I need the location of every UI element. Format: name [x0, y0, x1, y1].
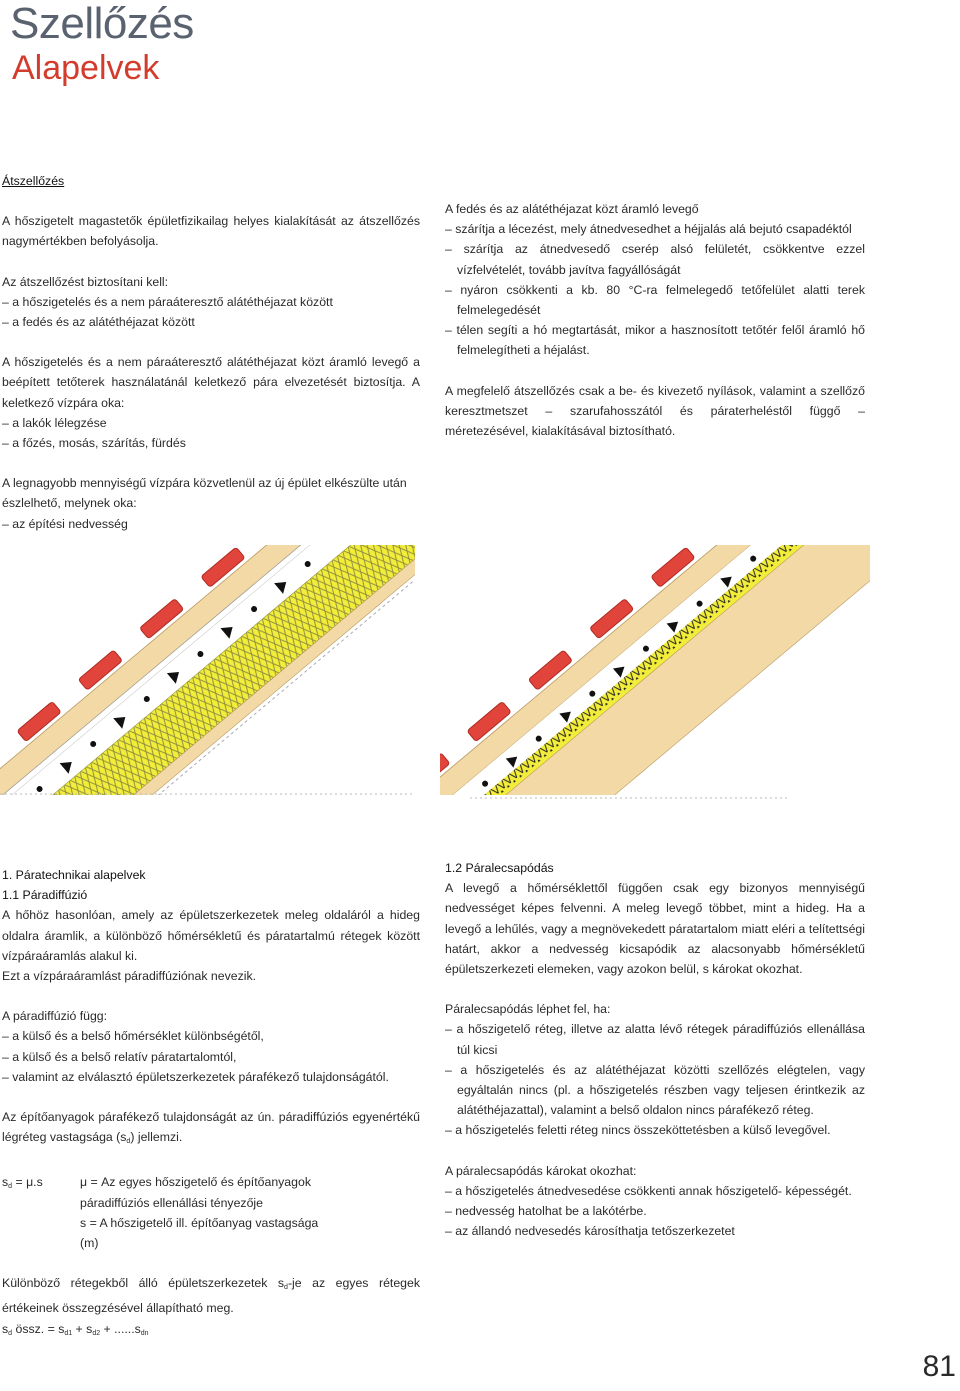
list-item: – a külső és a belső relatív páratartalomtól, [2, 1049, 237, 1064]
section-heading-atszellozes: Átszellőzés [2, 174, 65, 188]
paragraph: Ezt a vízpáraáramlást páradiffúziónak nevezik. [2, 969, 257, 984]
list-item: – a hőszigetelés feletti réteg nincs összeköttetésben a külső levegővel. [445, 1123, 831, 1138]
paragraph: A legnagyobb mennyiségű vízpára közvetlenül az új épület elkészülte után észlelhető, melynek oka: [2, 476, 407, 511]
formula-sum: $s_d$ össz. = $s_{d1} + s_{d2} + ......s_{dn}$ [2, 1321, 149, 1337]
right-top-column [445, 199, 865, 441]
list-item: – a hőszigetelés átnedvesedése csökkenti annak hőszigetelő- képességét. [445, 1183, 852, 1198]
left-bottom-column [2, 865, 420, 1344]
right-bottom-column [445, 858, 865, 1241]
list-item: – a fedés és az alátéthéjazat között [2, 315, 195, 330]
paragraph: Az átszellőzést biztosítani kell: [2, 274, 169, 289]
roof-section-diagram-right [440, 545, 870, 805]
formula-s-definition: s = A hőszigetelő ill. építőanyag vastagsága (m) [80, 1215, 319, 1251]
paragraph: A hőhöz hasonlóan, amely az épületszerkezetek meleg oldaláról a hideg oldalra áramlik, a különböző hőmérsékletű és páratartalmú rétegek között vízpáraáramlás alakul ki. [2, 908, 420, 963]
paragraph: A levegő a hőmérséklettől függően csak egy bizonyos mennyiségű nedvességet képes felvenni. A meleg levegő többet, mint a hideg. Ha a levegő a lehűlés, vagy a megnövekedett páratartalom miatt eléri a telítettségi határt, akkor a nedvesség kicsapódik az alacsonyabb hőmérsékletű épületszerkezeti elemeken, vagy azokon belül, s károkat okozhat. [445, 881, 865, 977]
paragraph: A hőszigetelt magastetők épületfizikailag helyes kialakítását az átszellőzés nagymértékben befolyásolja. [2, 214, 420, 249]
paragraph: Páralecsapódás léphet fel, ha: [445, 1002, 611, 1017]
list-item: – télen segíti a hó megtartását, mikor a hasznosított tetőtér felől áramló hő felmelegítheti a héjalást. [445, 323, 866, 358]
list-item: – szárítja az átnedvesedő cserép alsó felületét, csökkentve ezzel vízfelvételét, tovább javítva fagyállóságát [445, 242, 865, 277]
list-item: – szárítja a lécezést, mely átnedvesedhet a héjjalás alá bejutó csapadéktól [445, 222, 852, 237]
section-heading-paralecsapodas: 1.2 Páralecsapódás [445, 861, 554, 875]
list-item: – a hőszigetelés és az alátéthéjazat közötti szellőzés elégtelen, vagy egyáltalán nincs (pl. a hőszigetelés részben vagy teljesen érintkezik az alátéthéjazattal), valamint a belső oldalon nincs párafékező réteg. [445, 1062, 865, 1118]
paragraph: A fedés és az alátéthéjazat közt áramló levegő [445, 202, 699, 216]
page-number: 81 [922, 1350, 956, 1383]
section-heading-paradiffuzio: 1.1 Páradiffúzió [2, 888, 88, 903]
paragraph: A hőszigetelés és a nem páraáteresztő alátéthéjazat közt áramló levegő a beépített tetőterek használatánál keletkező pára elvezetését biztosítja. A keletkező vízpára oka: [2, 355, 420, 410]
formula-mu-definition: μ = Az egyes hőszigetelő és építőanyagok páradiffúziós ellenállási tényezője [80, 1175, 311, 1210]
list-item: – nyáron csökkenti a kb. 80 °C-ra felmelegedő tetőfelület alatti terek felmelegedését [445, 282, 865, 318]
list-item: – nedvesség hatolhat be a lakótérbe. [445, 1204, 647, 1219]
list-item: – a lakók lélegzése [2, 415, 107, 430]
page-subtitle: Alapelvek [12, 49, 160, 87]
list-item: – az állandó nedvesedés károsíthatja tetőszerkezetet [445, 1224, 735, 1239]
paragraph: Különböző rétegekből álló épületszerkezetek $s_d-je$ az egyes rétegek értékeinek összegzésével állapítható meg. [2, 1276, 420, 1316]
left-top-column [2, 171, 420, 534]
list-item: – a hőszigetelő réteg, illetve az alatta lévő rétegek páradiffúziós ellenállása túl kicsi [445, 1022, 865, 1057]
paragraph: A páradiffúzió függ: [2, 1009, 108, 1024]
paragraph: A páralecsapódás károkat okozhat: [445, 1163, 637, 1178]
list-item: – a külső és a belső hőmérséklet különbségétől, [2, 1029, 264, 1044]
list-item: – a hőszigetelés és a nem páraáteresztő alátéthéjazat között [2, 294, 333, 309]
formula-sd: $s_d = \mu.s$ μ = Az egyes hőszigetelő és építőanyagok páradiffúziós ellenállási tényezője s = A hőszigetelő ill. építőanyag vastagsága (m) [2, 1172, 420, 1253]
paragraph: Az építőanyagok párafékező tulajdonságát az ún. páradiffúziós egyenértékű légréteg vastagsága $(s_d)$ jellemzi. [2, 1110, 420, 1146]
section-heading-paratechnika: 1. Páratechnikai alapelvek [2, 868, 146, 882]
list-item: – a főzés, mosás, szárítás, fürdés [2, 436, 186, 451]
page-title: Szellőzés [10, 0, 194, 48]
list-item: – az építési nedvesség [2, 516, 128, 531]
paragraph: A megfelelő átszellőzés csak a be- és kivezető nyílások, valamint a szellőző keresztmetszet – szarufahosszától és páraterheléstől függő – méretezésével, kialakításával biztosítható. [445, 383, 865, 439]
roof-section-diagram-left [0, 545, 430, 805]
list-item: – valamint az elválasztó épületszerkezetek párafékező tulajdonságától. [2, 1069, 389, 1084]
